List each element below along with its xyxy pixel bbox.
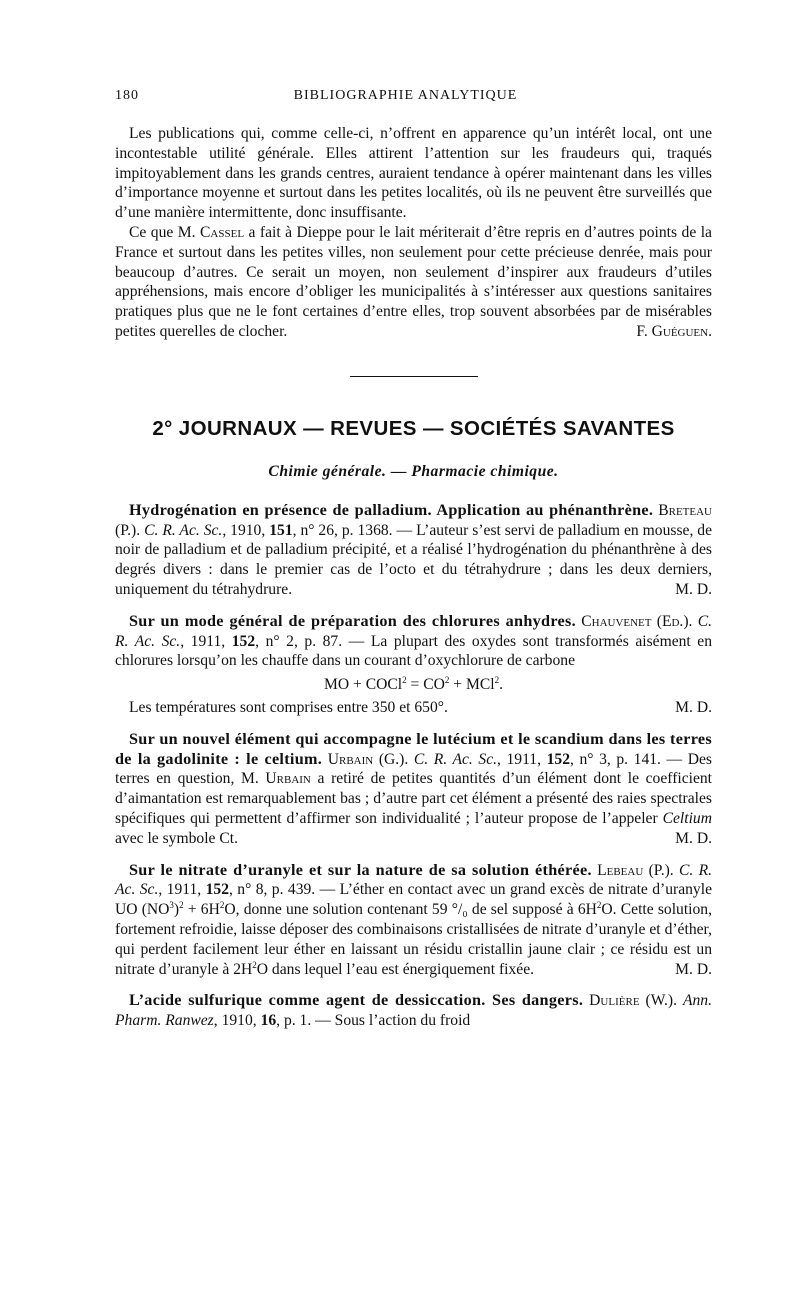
article-chauvenet-continued — [115, 698, 712, 718]
article-ref-volume: 16 — [260, 1012, 277, 1030]
page-number: 180 — [115, 88, 139, 103]
article-ref-volume: 152 — [546, 750, 570, 768]
article-author: Lebeau (P.). — [597, 861, 674, 879]
intro-paragraph-1 — [115, 124, 712, 223]
article-body-after: Les températures sont comprises entre 350 et 650°. — [129, 698, 448, 716]
article-title: L’acide sulfurique comme agent de dessiccation. Ses dangers. — [129, 991, 584, 1010]
intro-p2-rest: a fait à Dieppe pour le lait mériterait d’être repris en d’autres points de la France et surtout dans les petites villes, non seulement pour cette précieuse denrée, mais pour beaucoup d’autres. Ce serait un moyen, non seulement d’inspirer aux fraudeurs d’utiles appréhensions, mais encore d’obliger les municipalités à s’intéresser aux questions sanitaires pratiques plus que ne le font certaines d’entre elles, trop souvent absorbées par de misérables petites querelles de clocher. — [115, 223, 712, 340]
article-author: Urbain (G.). — [327, 750, 409, 768]
article-body: O dans lequel l’eau est énergiquement fixée. — [256, 960, 535, 978]
formula-sup: 2 — [179, 899, 184, 910]
article-body: La plupart des oxydes sont transformés aisément en chlorures lorsqu’on les chauffe dans un courant d’oxychlorure de carbone — [115, 632, 713, 670]
article-ref-year: , 1910, — [213, 1012, 257, 1030]
article-duliere — [115, 991, 712, 1031]
article-signature: M. D. — [675, 960, 712, 978]
article-ref-year: , 1911, — [158, 881, 202, 899]
article-author: Chauvenet (Ed.). — [581, 612, 693, 630]
formula-part: + MCl — [449, 676, 495, 694]
article-urbain — [115, 730, 712, 849]
article-body: ) — [173, 901, 180, 919]
formula-sup: 2 — [252, 959, 257, 970]
article-journal: C. R. Ac. Sc. — [144, 521, 223, 539]
article-body: Sous l’action du froid — [334, 1012, 471, 1030]
article-ref-rest: , n° 3, p. 141. — — [570, 750, 683, 768]
formula-sup: 2 — [596, 899, 602, 910]
article-chauvenet — [115, 612, 712, 671]
intro-p2-name: Cassel — [200, 223, 245, 241]
article-ref-volume: 152 — [231, 632, 256, 650]
formula-sup: 2 — [494, 674, 500, 685]
formula-part: = CO — [406, 676, 445, 694]
article-signature: M. D. — [675, 698, 712, 716]
article-body-name: Urbain — [265, 770, 311, 788]
intro-p2-prefix: Ce que M. — [129, 223, 196, 241]
article-ref-year: , 1911, — [497, 750, 542, 768]
article-signature: M. D. — [675, 829, 712, 847]
formula-sup: 2 — [444, 674, 450, 685]
article-body: + 6H — [183, 901, 220, 919]
article-ref-volume: 152 — [205, 881, 229, 899]
section-divider — [350, 376, 478, 377]
formula-part: MO + COCl — [324, 676, 403, 694]
page — [115, 88, 712, 1031]
article-body: O, donne une solution contenant 59 °/₀ de sel supposé à 6H — [224, 901, 597, 919]
section-subheading: Chimie générale. — Pharmacie chimique. — [268, 462, 559, 480]
running-header — [115, 88, 712, 104]
article-body-italic: Celtium — [662, 809, 712, 827]
article-title: Sur le nitrate d’uranyle et sur la nature de sa solution éthérée. — [129, 860, 592, 879]
article-title: Hydrogénation en présence de palladium. Application au phénanthrène. — [129, 500, 654, 519]
article-ref-rest: , n° 2, p. 87. — — [255, 632, 365, 650]
intro-paragraph-2 — [115, 223, 712, 342]
article-journal: C. R. Ac. Sc. — [115, 861, 713, 899]
formula-sup: 2 — [402, 674, 407, 685]
article-signature: M. D. — [675, 580, 712, 598]
article-ref-year: , 1910, — [222, 521, 266, 539]
article-title: Sur un nouvel élément qui accompagne le lutécium et le scandium dans les terres de la gadolinite : le celtium. — [115, 729, 712, 768]
article-lebeau — [115, 861, 712, 980]
article-ref-rest: , p. 1. — — [276, 1012, 331, 1030]
article-body: Des terres en question, M. — [115, 750, 712, 788]
chemical-formula: MO + COCl$^2$ = $CO^2 + MCl^2$. — [324, 674, 503, 694]
article-journal: Ann. Pharm. Ranwez — [115, 992, 712, 1030]
article-title: Sur un mode général de préparation des chlorures anhydres. — [129, 611, 576, 630]
article-body: L’éther en contact avec un grand excès de nitrate d’uranyle UO (NO — [115, 881, 712, 919]
section-heading: 2° JOURNAUX — REVUES — SOCIÉTÉS SAVANTES — [152, 416, 675, 440]
article-journal: C. R. Ac. Sc. — [413, 750, 498, 768]
running-title: BIBLIOGRAPHIE ANALYTIQUE — [293, 88, 518, 103]
article-author: Dulière (W.). — [589, 992, 677, 1010]
article-author: Breteau (P.). — [115, 501, 712, 539]
intro-signature: F. Guéguen. — [636, 322, 712, 340]
article-breteau — [115, 501, 712, 600]
article-ref-rest: , n° 8, p. 439. — — [228, 881, 336, 899]
intro-p1-text: Les publications qui, comme celle-ci, n’offrent en apparence qu’un intérêt local, ont une incontestable utilité générale. Elles attirent l’attention sur les fraudeurs qui, traqués impitoyablement dans les grands centres, auraient tendance à opérer maintenant dans les villes d’importance moyenne et surtout dans les petites localités, où ils ne peuvent être surveillés que d’une manière intermittente, donc insuffisante. — [115, 125, 712, 222]
article-body: L’auteur s’est servi de palladium en mousse, de noir de palladium et de palladium précipité, et a réalisé l’hydrogénation du phénanthrène à des degrés divers : dans le premier cas de l’octo et du tétrahydrure ; dans les deux derniers, uniquement du tétrahydrure. — [115, 521, 713, 598]
formula-sup: 2 — [219, 899, 225, 910]
formula-sup: 3 — [169, 899, 174, 910]
article-body: a retiré de petites quantités d’un élément dont le coefficient d’aimantation est remarquablement bas ; d’autre part cet élément a présenté des raies spectrales spécifiques qui permettent d’affirmer son individualité ; l’auteur propose de l’appeler — [115, 770, 713, 827]
article-ref-volume: 151 — [269, 521, 293, 539]
article-ref-year: , 1911, — [180, 632, 226, 650]
article-body: O. Cette solution, fortement refroidie, laisse déposer des combinaisons cristallisées de nitrate d’uranyle et d’éther, qui perdent facilement leur éther en laissant un résidu cristallin jaune clair ; ce résidu est un nitrate d’uranyle à 2H — [115, 901, 712, 978]
article-journal: C. R. Ac. Sc. — [115, 612, 712, 650]
article-body: avec le symbole Ct. — [115, 829, 238, 847]
article-ref-rest: , n° 26, p. 1368. — — [292, 521, 413, 539]
